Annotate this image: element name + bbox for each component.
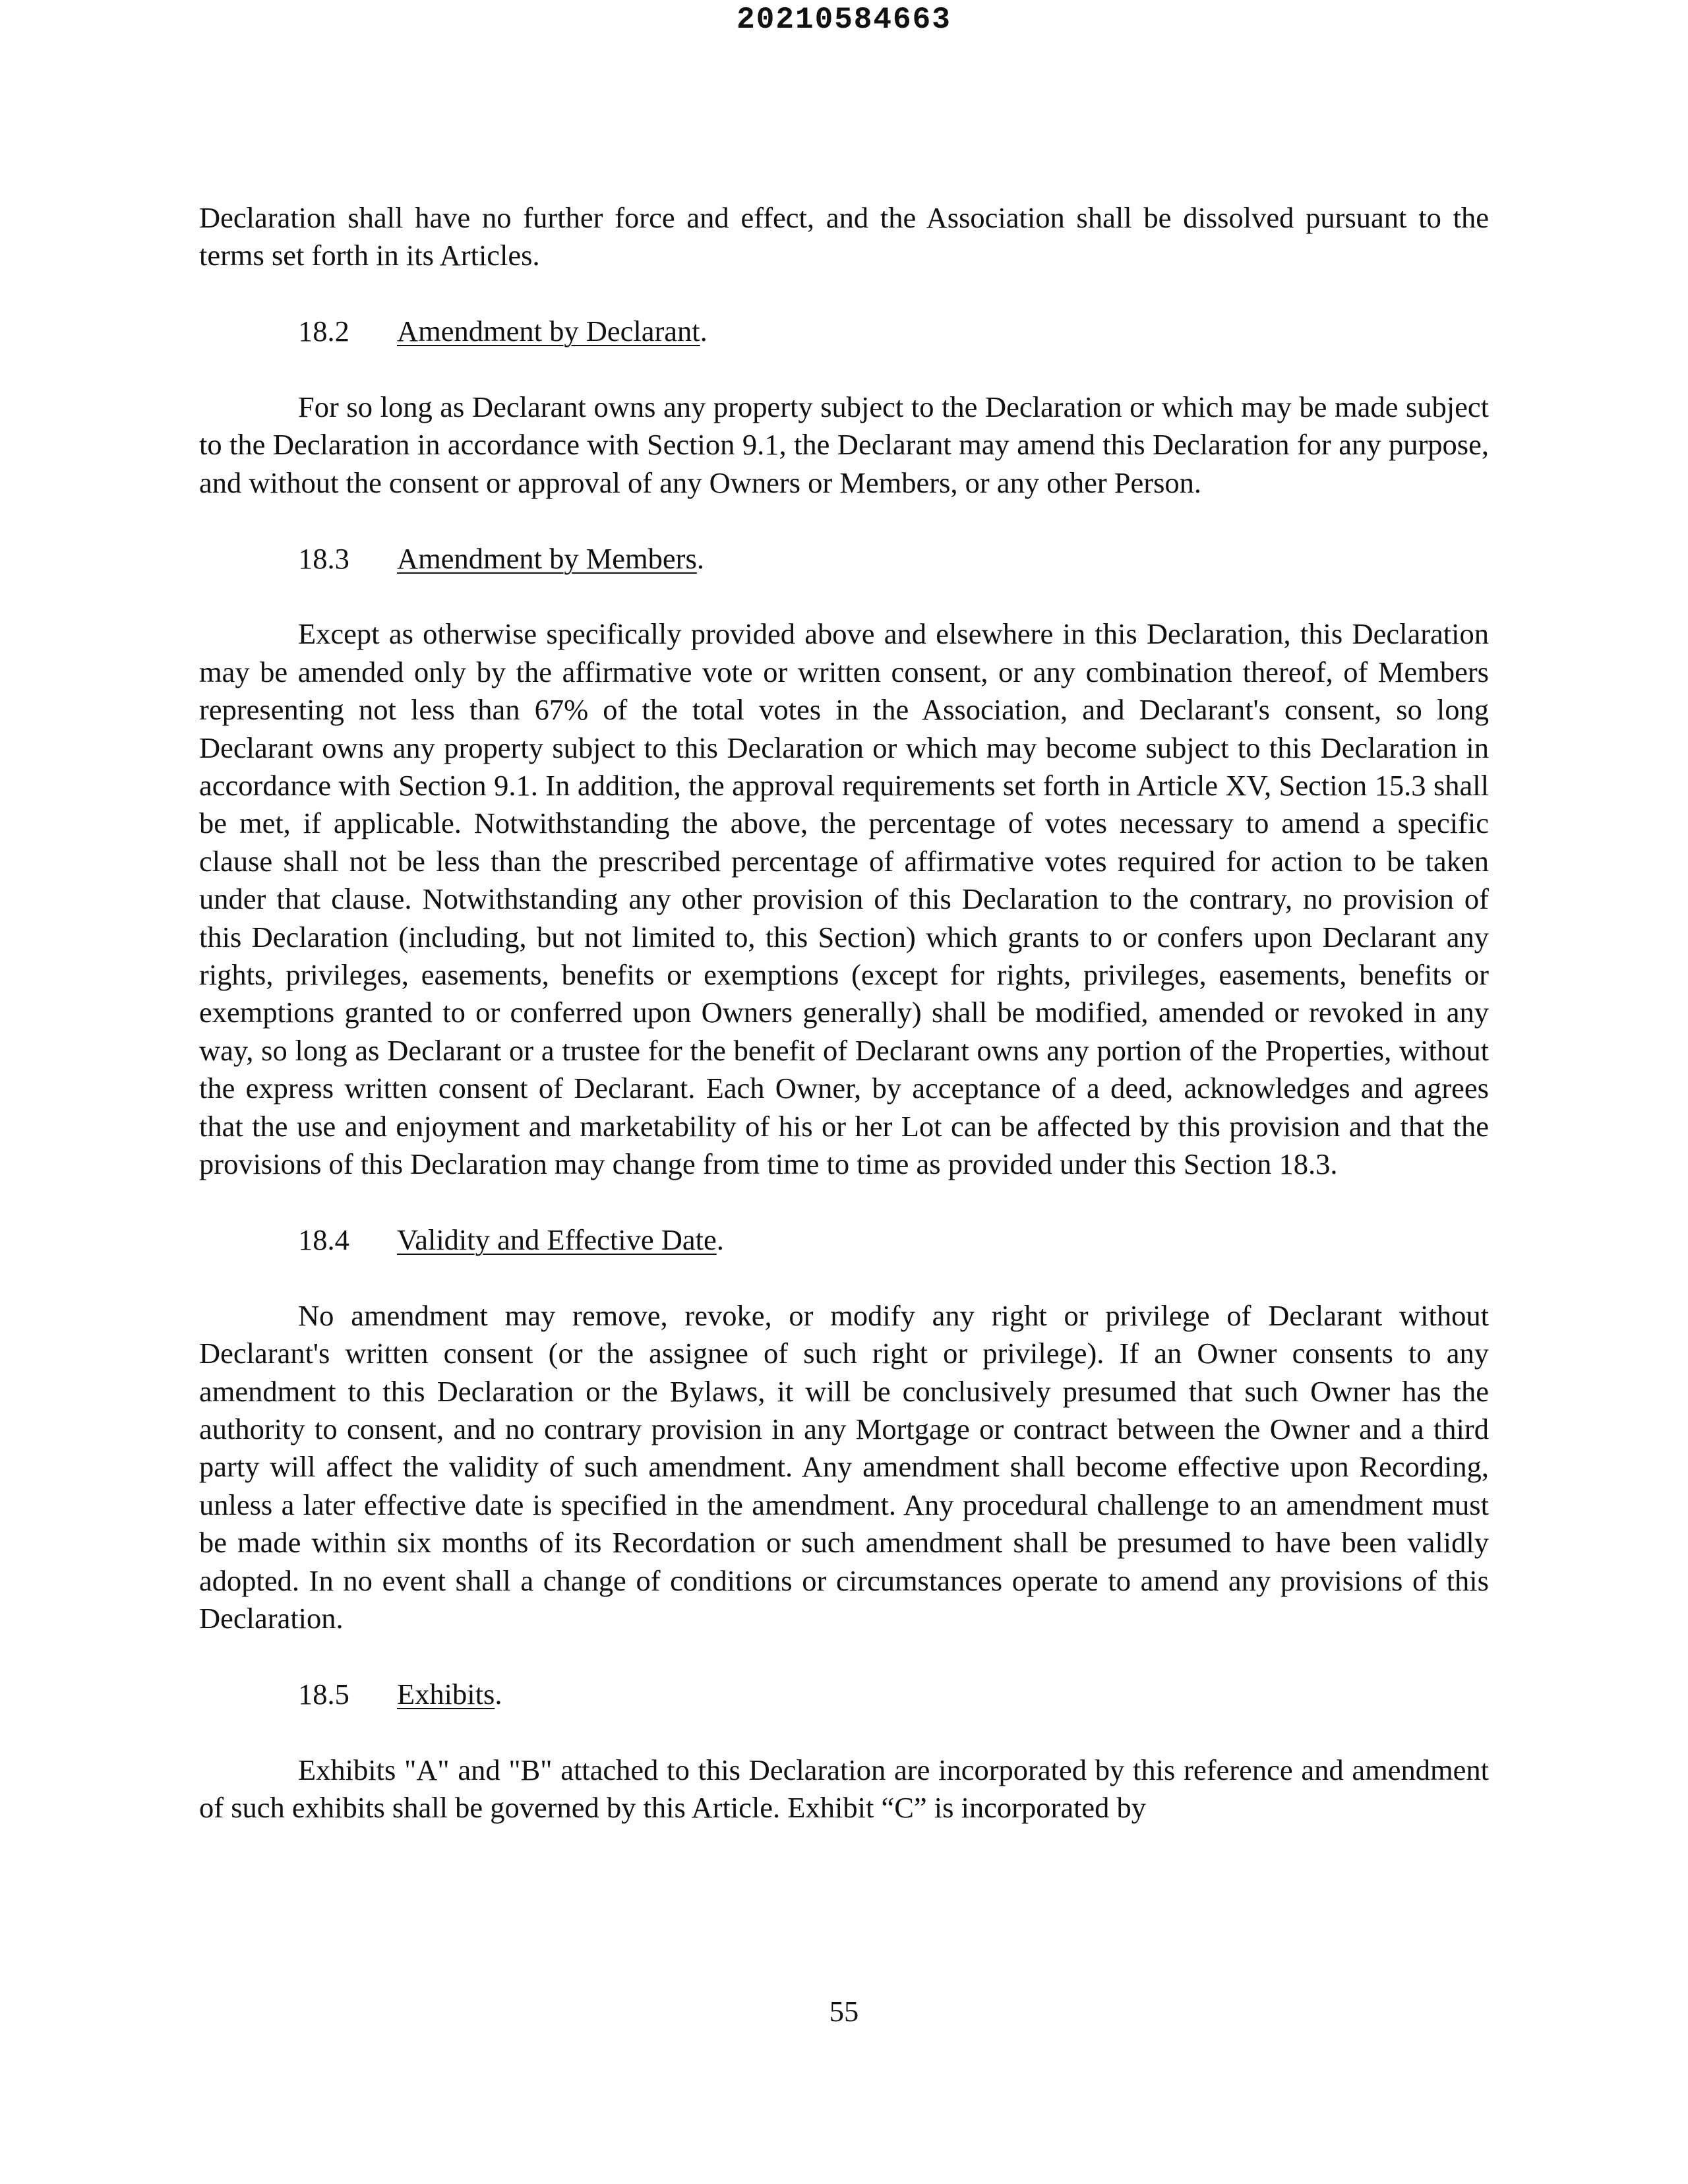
paragraph-18-5: Exhibits "A" and "B" attached to this Declaration are incorporated by this reference and amendment of such exhibits shall be governed by this Article. Exhibit “C” is incorporated by bbox=[199, 1753, 1489, 1824]
section-title-period: . bbox=[696, 541, 704, 575]
section-number: 18.3 bbox=[298, 541, 349, 575]
section-title: Amendment by Declarant bbox=[397, 315, 700, 348]
paragraph-18-2: For so long as Declarant owns any property subject to the Declaration or which may be made subject to the Declaration in accordance with Section 9.1, the Declarant may amend this Declaration for any purpose, and without the consent or approval of any Owners or Members, or any other Person. bbox=[199, 390, 1489, 499]
paragraph-continuation: Declaration shall have no further force and effect, and the Association shall be dissolved pursuant to the terms set forth in its Articles. bbox=[199, 201, 1489, 272]
section-title-period: . bbox=[700, 315, 708, 348]
section-number: 18.2 bbox=[298, 315, 349, 348]
section-number: 18.4 bbox=[298, 1223, 349, 1256]
document-body bbox=[199, 199, 1489, 1827]
section-title-period: . bbox=[495, 1677, 502, 1711]
section-title: Exhibits bbox=[397, 1677, 495, 1711]
document-number: 20210584663 bbox=[737, 3, 951, 37]
section-number: 18.5 bbox=[298, 1677, 349, 1711]
section-heading-18-2 bbox=[199, 313, 1489, 350]
section-heading-18-4 bbox=[199, 1221, 1489, 1259]
section-heading-18-3 bbox=[199, 540, 1489, 578]
section-title: Validity and Effective Date bbox=[397, 1223, 717, 1256]
section-title-period: . bbox=[716, 1223, 724, 1256]
paragraph-18-3: Except as otherwise specifically provided above and elsewhere in this Declaration, this Declaration may be amended only by the affirmative vote or written consent, or any combination thereof, of Members representing not less than 67% of the total votes in the Association, and Declarant's consent, so long Declarant owns any property subject to this Declaration or which may become subject to this Declaration in accordance with Section 9.1. In addition, the approval requirements set forth in Article XV, Section 15.3 shall be met, if applicable. Notwithstanding the above, the percentage of votes necessary to amend a specific clause shall not be less than the prescribed percentage of affirmative votes required for action to be taken under that clause. Notwithstanding any other provision of this Declaration to the contrary, no provision of this Declaration (including, but not limited to, this Section) which grants to or confers upon Declarant any rights, privileges, easements, benefits or exemptions (except for rights, privileges, easements, benefits or exemptions granted to or conferred upon Owners generally) shall be modified, amended or revoked in any way, so long as Declarant or a trustee for the benefit of Declarant owns any portion of the Properties, without the express written consent of Declarant. Each Owner, by acceptance of a deed, acknowledges and agrees that the use and enjoyment and marketability of his or her Lot can be affected by this provision and that the provisions of this Declaration may change from time to time as provided under this Section 18.3. bbox=[199, 617, 1489, 1181]
page-number: 55 bbox=[829, 1995, 859, 2028]
paragraph-18-4: No amendment may remove, revoke, or modify any right or privilege of Declarant without Declarant's written consent (or the assignee of such right or privilege). If an Owner consents to any amendment to this Declaration or the Bylaws, it will be conclusively presumed that such Owner has the authority to consent, and no contrary provision in any Mortgage or contract between the Owner and a third party will affect the validity of such amendment. Any amendment shall become effective upon Recording, unless a later effective date is specified in the amendment. Any procedural challenge to an amendment must be made within six months of its Recordation or such amendment shall be presumed to have been validly adopted. In no event shall a change of conditions or circumstances operate to amend any provisions of this Declaration. bbox=[199, 1298, 1489, 1635]
section-heading-18-5 bbox=[199, 1676, 1489, 1713]
section-title: Amendment by Members bbox=[397, 541, 697, 575]
